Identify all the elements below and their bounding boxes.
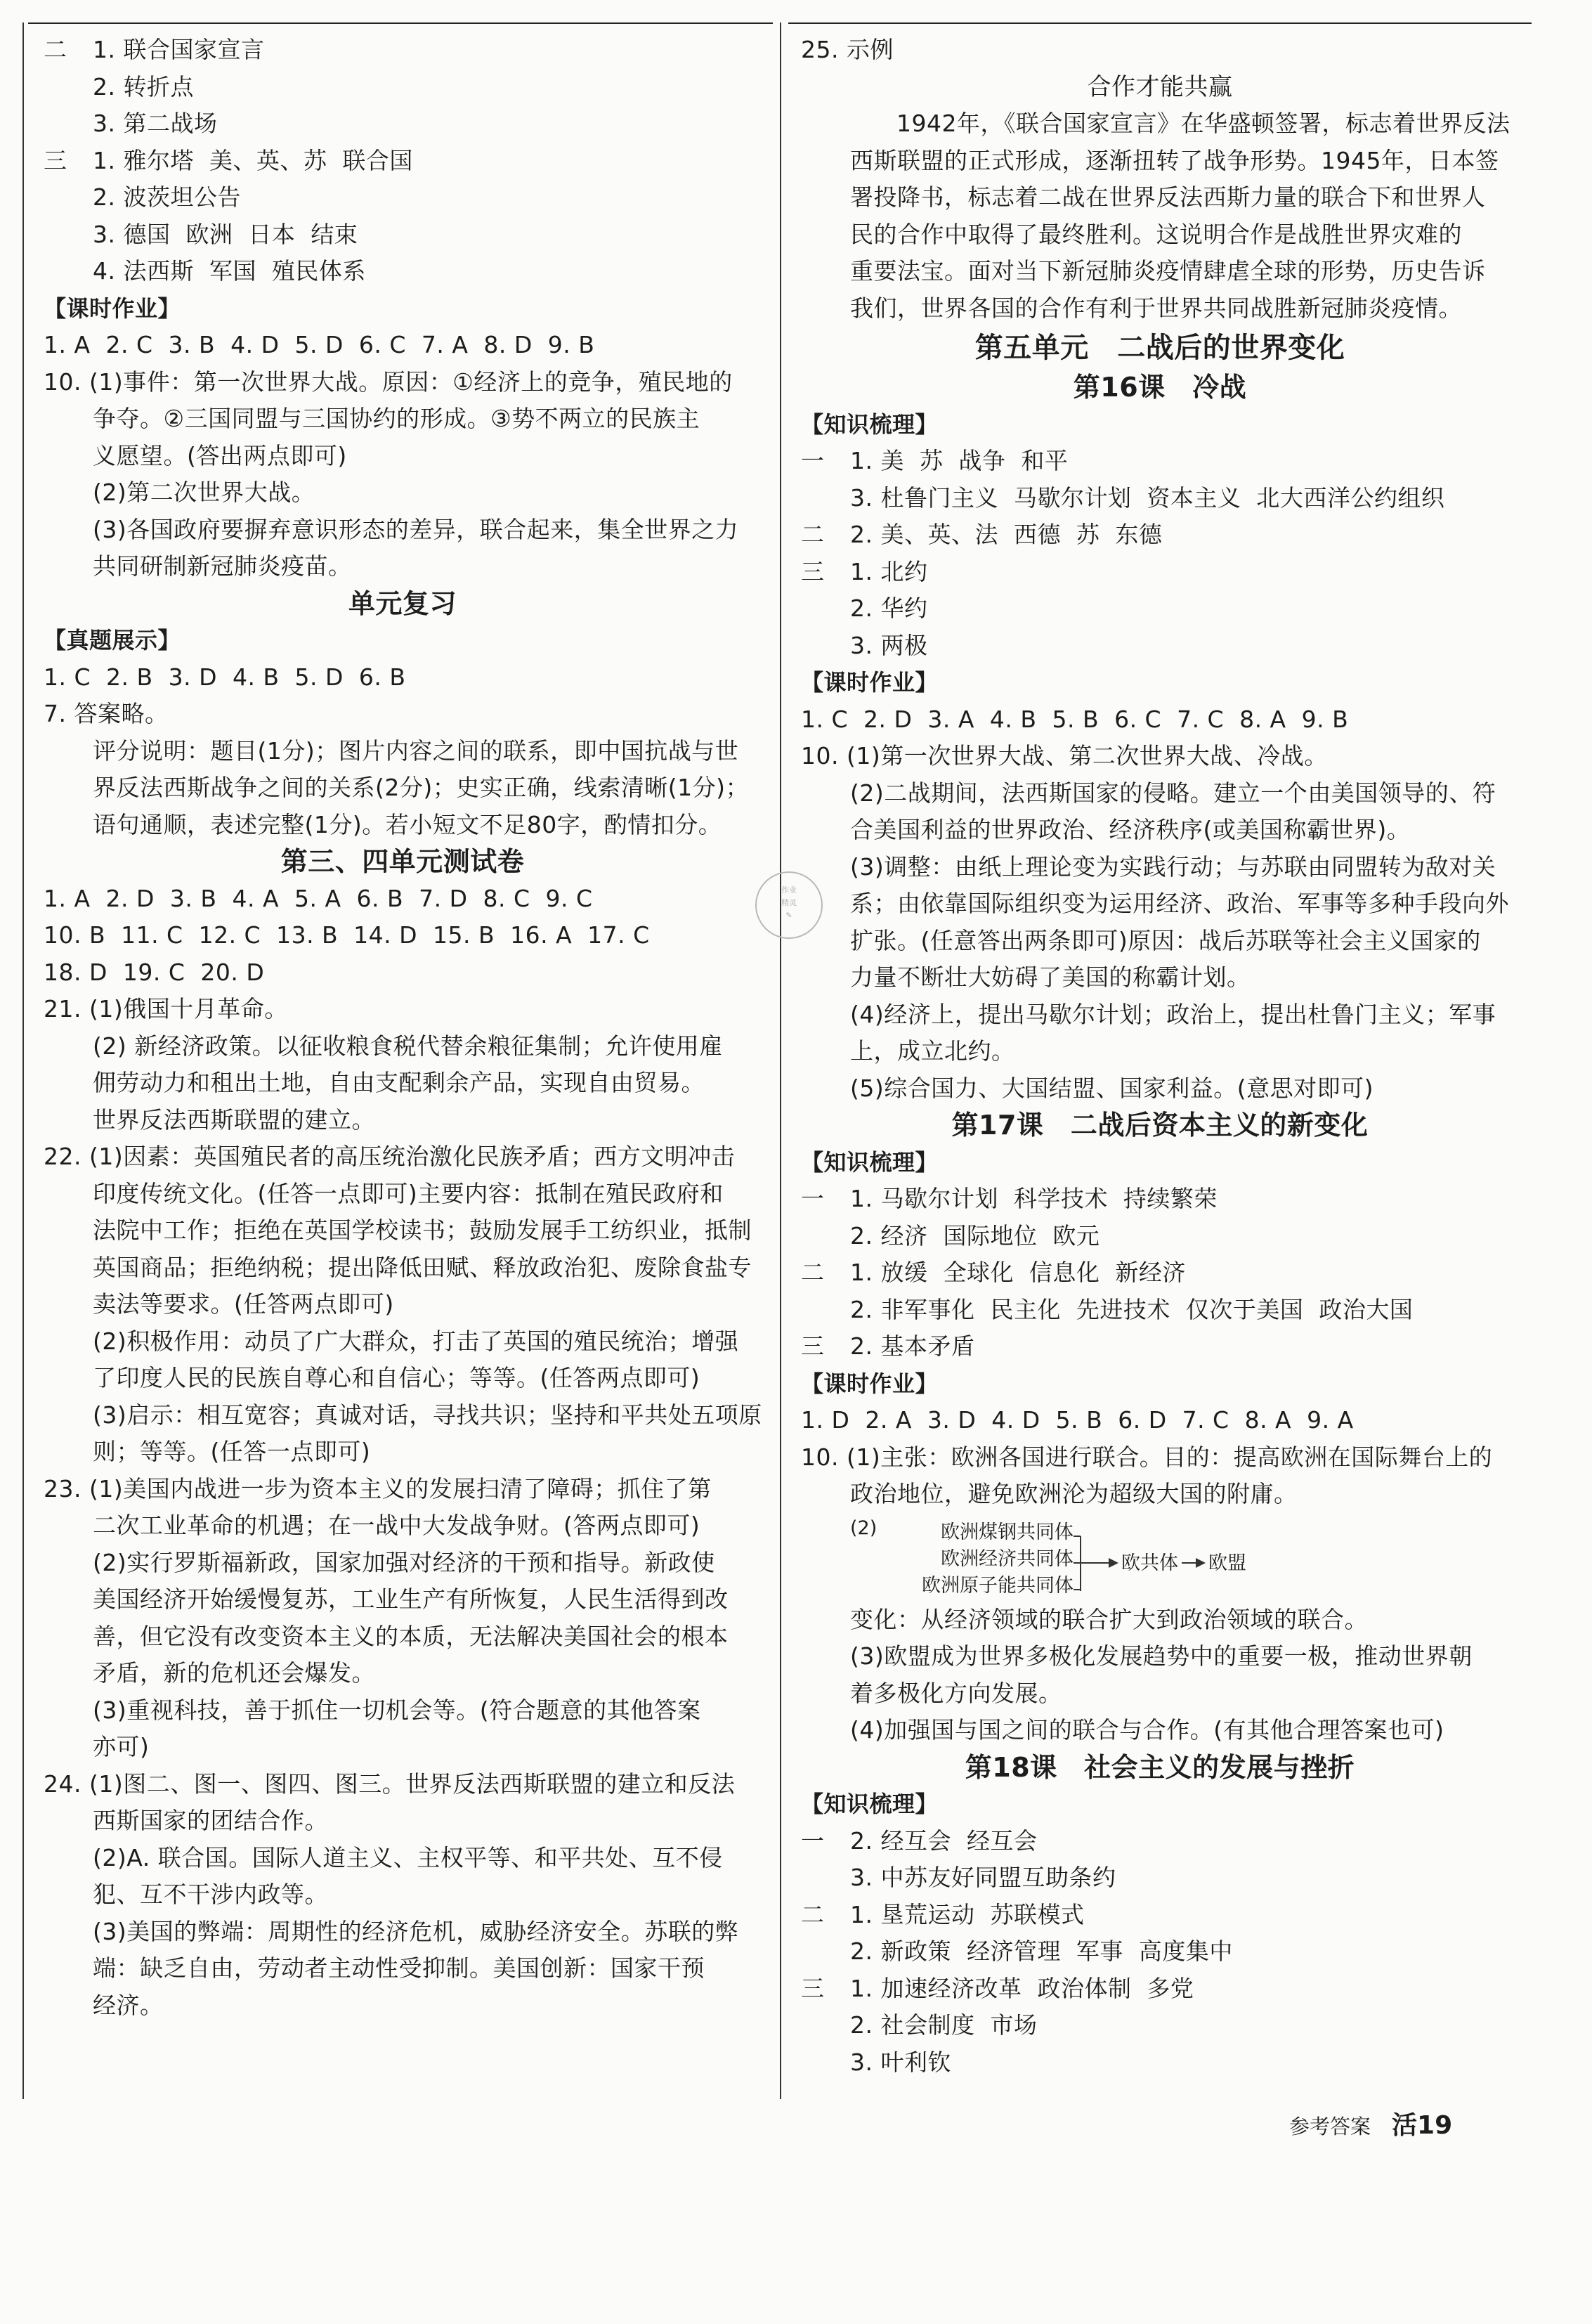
lesson-title [801,1107,1519,1144]
outline-item [44,143,762,180]
answer-line [801,143,1519,180]
answer-line [801,1402,1519,1439]
outline-item [44,179,762,216]
top-rule-left [28,22,773,24]
answer-line-text: (2) 新经济政策。以征收粮食税代替余粮征集制；允许使用雇 [93,1032,723,1060]
watermark-stamp: 作业 精灵 ✎ [755,871,823,939]
outline-text: 1. 美 苏 战争 和平 [850,447,1069,474]
essay-title-text: 合作才能共赢 [1087,72,1233,101]
answer-line [801,1033,1519,1070]
outline-text: 2. 经济 国际地位 欧元 [850,1221,1100,1249]
answer-line [44,733,762,770]
outline-text: 3. 中苏友好同盟互助条约 [850,1864,1116,1891]
answer-line-text: (5)综合国力、大国结盟、国家利益。(意思对即可) [850,1074,1374,1102]
outline-label: 三 [801,1332,825,1360]
answer-line-text: 着多极化方向发展。 [850,1679,1062,1707]
footer-label: 参考答案 [1289,2115,1371,2138]
section-heading-text: 【知识梳理】 [801,1791,939,1817]
right-column [801,32,1519,2081]
section-heading-text: 【课时作业】 [44,294,181,322]
diagram-input-1: 欧洲经济共同体 [941,1547,1074,1570]
outline-text: 3. 第二战场 [93,110,218,137]
outline-label: 一 [801,1185,825,1212]
answer-line-text: 18. D 19. C 20. D [44,958,265,986]
answer-line [44,991,762,1028]
answer-line [801,1602,1519,1639]
section-heading-text: 【课时作业】 [801,669,939,696]
answer-line-text: 端：缺乏自由，劳动者主动性受抑制。美国创新：国家干预 [93,1954,705,1982]
outline-item [801,1933,1519,1971]
answer-line [44,1729,762,1766]
answer-line-text: (2)第二次世界大战。 [93,479,315,506]
outline-label: 三 [801,557,825,585]
answer-line-text: 争夺。②三国同盟与三国协约的形成。③势不两立的民族主 [93,405,700,432]
answer-line-text: 善，但它没有改变资本主义的本质，无法解决美国社会的根本 [93,1622,729,1650]
answer-line-text: 评分说明：题目(1分)；图片内容之间的联系，即中国抗战与世 [93,736,739,765]
answer-line [44,1065,762,1102]
answer-line [44,807,762,844]
answer-line-text: 政治地位，避免欧洲沦为超级大国的附庸。 [850,1480,1298,1507]
section-heading [801,1786,1519,1823]
answer-line [44,1138,762,1176]
outline-text: 1. 加速经济改革 政治体制 多党 [850,1974,1194,2002]
answer-line-text: 上，成立北约。 [850,1037,1015,1065]
outline-item [801,443,1519,480]
answer-line-text: 民的合作中取得了最终胜利。这说明合作是战胜世界灾难的 [850,220,1462,248]
answer-line-text: 24. (1)图二、图一、图四、图三。世界反法西斯联盟的建立和反法 [44,1770,736,1798]
answer-line [801,32,1519,69]
outline-item [801,1971,1519,2008]
outline-label: 二 [44,36,67,63]
answer-line-text: 1. C 2. D 3. A 4. B 5. B 6. C 7. C 8. A 9. B [801,705,1349,733]
answer-line [44,1397,762,1434]
answer-line [44,1545,762,1582]
section-heading-text: 【知识梳理】 [801,1148,939,1176]
outline-text: 2. 新政策 经济管理 军事 高度集中 [850,1937,1233,1965]
outline-text: 1. 马歇尔计划 科学技术 持续繁荣 [850,1185,1218,1212]
diagram-input-2: 欧洲原子能共同体 [922,1574,1074,1597]
outline-item [801,1181,1519,1218]
answer-line [44,1914,762,1951]
lesson-title [801,1749,1519,1786]
answer-line [44,1618,762,1656]
answer-line [44,401,762,438]
section-heading-text: 【真题展示】 [44,627,181,654]
answer-line-text: (3)重视科技，善于抓住一切机会等。(符合题意的其他答案 [93,1696,701,1724]
answer-line-text: 10. (1)主张：欧洲各国进行联合。目的：提高欧洲在国际舞台上的 [801,1443,1493,1471]
answer-line-text: 世界反法西斯联盟的建立。 [93,1105,375,1134]
outline-item [801,1897,1519,1934]
answer-line-text: 美国经济开始缓慢复苏，工业生产有所恢复，人民生活得到改 [93,1585,729,1613]
answer-line [44,881,762,918]
answer-line [44,1803,762,1840]
answer-line-text: 力量不断壮大妨碍了美国的称霸计划。 [850,963,1251,991]
answer-line [44,1286,762,1323]
section-heading [801,1365,1519,1403]
answer-line-text: 合美国利益的世界政治、经济秩序(或美国称霸世界)。 [850,816,1411,843]
answer-line-text: 义愿望。(答出两点即可) [93,441,347,469]
outline-item [801,1859,1519,1897]
answer-line-text: 21. (1)俄国十月革命。 [44,995,288,1023]
answer-line [44,696,762,733]
answer-line-text: 1. C 2. B 3. D 4. B 5. D 6. B [44,663,406,691]
outline-label: 一 [801,447,825,474]
outline-item [801,1254,1519,1292]
outline-text: 1. 雅尔塔 美、英、苏 联合国 [93,146,413,174]
answer-line-text: 7. 答案略。 [44,700,169,727]
answer-line [44,1360,762,1397]
answer-line-text: (3)美国的弊端：周期性的经济危机，威胁经济安全。苏联的弊 [93,1917,739,1945]
answer-line-text: 重要法宝。面对当下新冠肺炎疫情肆虐全球的形势，历史告诉 [850,257,1486,285]
diagram-marker: (2) [850,1517,877,1539]
outline-label: 二 [801,1259,825,1286]
section-heading [44,622,762,659]
answer-line [44,659,762,696]
answer-line-text: 犯、互不干涉内政等。 [93,1881,328,1908]
answer-line-text: 25. 示例 [801,36,894,63]
answer-line-text: 变化：从经济领域的联合扩大到政治领域的联合。 [850,1605,1368,1633]
outline-item [801,480,1519,517]
answer-line-text: 扩张。(任意答出两条即可)原因：战后苏联等社会主义国家的 [850,926,1481,954]
answer-line-text: 界反法西斯战争之间的关系(2分)；史实正确，线索清晰(1分)； [93,774,749,801]
answer-line-text: (4)经济上，提出马歇尔计划；政治上，提出杜鲁门主义；军事 [850,1000,1496,1028]
answer-line [801,1476,1519,1513]
outline-item [801,590,1519,628]
answer-line-text: (3)启示：相互宽容；真诚对话，寻找共识；坚持和平共处五项原 [93,1401,762,1429]
answer-line-text: 西斯国家的团结合作。 [93,1807,328,1834]
answer-line-text: (2)实行罗斯福新政，国家加强对经济的干预和指导。新政使 [93,1548,715,1576]
answer-line-text: (2)积极作用：动员了广大群众，打击了英国的殖民统治；增强 [93,1327,739,1355]
answer-line [44,474,762,512]
answer-line [44,364,762,401]
diagram-input-0: 欧洲煤钢共同体 [941,1521,1074,1543]
answer-line-text: (4)加强国与国之间的联合与合作。(有其他合理答案也可) [850,1716,1444,1744]
answer-line-text: 10. (1)事件：第一次世界大战。原因：①经济上的竞争，殖民地的 [44,368,733,396]
outline-text: 1. 放缓 全球化 信息化 新经济 [850,1259,1186,1286]
outline-text: 1. 联合国家宣言 [93,36,265,63]
answer-line [801,216,1519,254]
outline-item [801,2007,1519,2044]
outline-item [44,69,762,106]
answer-line [44,1434,762,1471]
answer-line-text: 23. (1)美国内战进一步为资本主义的发展扫清了障碍；抓住了第 [44,1474,712,1502]
answer-line-text: 法院中工作；拒绝在英国学校读书；鼓励发展手工纺织业，抵制 [93,1216,752,1244]
outline-text: 3. 杜鲁门主义 马歇尔计划 资本主义 北大西洋公约组织 [850,483,1445,512]
outline-text: 2. 非军事化 民主化 先进技术 仅次于美国 政治大国 [850,1295,1414,1323]
outline-item [801,2044,1519,2082]
lesson-title [44,843,762,881]
outline-item [801,1328,1519,1365]
outline-label: 一 [801,1826,825,1855]
answer-line-text: 西斯联盟的正式形成，逐渐扭转了战争形势。1945年，日本签 [850,146,1499,174]
essay-line [801,105,1519,143]
outline-item [44,253,762,290]
answer-line-text: 1. D 2. A 3. D 4. D 5. B 6. D 7. C 8. A 9. A [801,1406,1354,1434]
answer-line [801,997,1519,1034]
answer-line [44,1840,762,1877]
essay-line-text: 1942年，《联合国家宣言》在华盛顿签署，标志着世界反法 [896,110,1511,137]
answer-line [801,738,1519,775]
answer-line [801,849,1519,886]
left-margin-rule [22,22,24,2099]
lesson-title-text: 单元复习 [348,588,457,619]
outline-text: 2. 基本矛盾 [850,1332,975,1360]
answer-line [801,1638,1519,1675]
essay-title [801,69,1519,106]
answer-line [801,179,1519,216]
answer-line [44,1987,762,2025]
answer-line [44,1471,762,1508]
answer-line [801,923,1519,960]
answer-line-text: 佣劳动力和租出土地，自由支配剩余产品，实现自由贸易。 [93,1069,705,1096]
outline-item [801,1823,1519,1860]
answer-line [801,1070,1519,1108]
answer-line [801,812,1519,849]
outline-label: 二 [801,521,825,548]
eu-integration-diagram [801,1513,1519,1602]
answer-line-text: 英国商品；拒绝纳税；提出降低田赋、释放政治犯、废除食盐专 [93,1253,752,1281]
outline-text: 2. 华约 [850,595,928,622]
answer-line [44,1323,762,1361]
section-heading [44,290,762,327]
answer-line-text: (3)各国政府要摒弃意识形态的差异，联合起来，集全世界之力 [93,515,739,543]
answer-line [44,1950,762,1987]
answer-line [44,1102,762,1139]
outline-item [44,216,762,254]
outline-text: 2. 转折点 [93,72,194,100]
section-heading-text: 【知识梳理】 [801,410,939,438]
answer-line [44,1212,762,1249]
answer-line [44,1249,762,1287]
outline-item [44,32,762,69]
top-rule-right [788,22,1532,24]
answer-line [44,1581,762,1618]
answer-line-text: (3)调整：由纸上理论变为实践行动；与苏联由同盟转为敌对关 [850,852,1496,881]
answer-line [44,1692,762,1729]
outline-text: 2. 波茨坦公告 [93,183,241,211]
answer-line [801,1439,1519,1476]
answer-line [44,1766,762,1803]
answer-line-text: 印度传统文化。(任答一点即可)主要内容：抵制在殖民政府和 [93,1179,724,1207]
outline-text: 3. 叶利钦 [850,2048,951,2076]
outline-item [801,517,1519,554]
answer-line [44,1655,762,1692]
answer-line [801,1675,1519,1713]
answer-line-text: 10. (1)第一次世界大战、第二次世界大战、冷战。 [801,742,1328,770]
section-heading [801,406,1519,443]
unit-title-text: 第五单元 二战后的世界变化 [974,332,1345,364]
answer-line-text: 了印度人民的民族自尊心和自信心；等等。(任答两点即可) [93,1364,700,1391]
lesson-title [801,369,1519,406]
eu-diagram-svg [801,1513,1433,1602]
outline-text: 2. 经互会 经互会 [850,1826,1038,1855]
lesson-title [44,585,762,623]
outline-label: 三 [44,146,67,174]
answer-line [44,1876,762,1914]
answer-line-text: 卖法等要求。(任答两点即可) [93,1290,394,1318]
answer-line-text: 经济。 [93,1991,164,2019]
page-footer [1289,2105,1452,2141]
diagram-mid: 欧共体 [1121,1552,1178,1574]
section-heading-text: 【课时作业】 [801,1370,939,1397]
outline-text: 3. 德国 欧洲 日本 结束 [93,220,358,248]
lesson-title-text: 第18课 社会主义的发展与挫折 [965,1751,1355,1783]
answer-line-text: 署投降书，标志着二战在世界反法西斯力量的联合下和世界人 [850,183,1486,211]
answer-line [44,327,762,364]
lesson-title-text: 第17课 二战后资本主义的新变化 [951,1110,1369,1141]
outline-text: 1. 垦荒运动 苏联模式 [850,1900,1085,1928]
left-column [44,32,762,2024]
answer-line [801,290,1519,327]
answer-line [44,954,762,992]
answer-line-text: 系；由依靠国际组织变为运用经济、政治、军事等多种手段向外 [850,890,1509,917]
page-number: 活19 [1392,2111,1453,2140]
answer-line-text: 1. A 2. C 3. B 4. D 5. D 6. C 7. A 8. D 9. B [44,331,595,358]
outline-label: 三 [801,1974,825,2002]
answer-line-text: 22. (1)因素：英国殖民者的高压统治激化民族矛盾；西方文明冲击 [44,1143,736,1170]
outline-item [801,1218,1519,1255]
outline-text: 4. 法西斯 军国 殖民体系 [93,257,366,285]
section-heading [801,664,1519,701]
answer-line-text: 矛盾，新的危机还会爆发。 [93,1659,375,1687]
diagram-end: 欧盟 [1208,1552,1246,1574]
answer-line [44,548,762,585]
answer-line [801,701,1519,739]
answer-line [44,438,762,475]
outline-item [801,1292,1519,1329]
answer-line-text: 共同研制新冠肺炎疫苗。 [93,552,352,580]
unit-title [801,327,1519,369]
outline-text: 3. 两极 [850,631,928,659]
answer-line [44,1176,762,1213]
answer-line [44,770,762,807]
outline-text: 2. 社会制度 市场 [850,2011,1038,2039]
lesson-title-text: 第16课 冷战 [1073,372,1247,403]
answer-line-text: 我们，世界各国的合作有利于世界共同战胜新冠肺炎疫情。 [850,294,1462,322]
answer-line [44,512,762,549]
outline-item [801,628,1519,665]
answer-line-text: 语句通顺，表述完整(1分)。若小短文不足80字，酌情扣分。 [93,810,722,838]
answer-line-text: (2)A. 联合国。国际人道主义、主权平等、和平共处、互不侵 [93,1843,723,1871]
answer-line-text: 则；等等。(任答一点即可) [93,1438,371,1465]
outline-item [44,105,762,143]
answer-line [44,1028,762,1065]
outline-text: 1. 北约 [850,557,928,585]
answer-line-text: 10. B 11. C 12. C 13. B 14. D 15. B 16. A 17. C [44,921,650,949]
answer-line-text: (2)二战期间，法西斯国家的侵略。建立一个由美国领导的、符 [850,779,1496,807]
answer-line-text: 1. A 2. D 3. B 4. A 5. A 6. B 7. D 8. C 9. C [44,884,593,912]
column-divider [780,22,781,2099]
answer-line [801,885,1519,923]
lesson-title-text: 第三、四单元测试卷 [280,846,525,877]
answer-line [801,959,1519,997]
answer-line [44,1507,762,1545]
section-heading [801,1144,1519,1181]
answer-line [44,917,762,954]
outline-text: 2. 美、英、法 西德 苏 东德 [850,521,1163,548]
answer-line [801,1712,1519,1749]
outline-item [801,554,1519,591]
outline-label: 二 [801,1900,825,1928]
answer-line-text: (3)欧盟成为世界多极化发展趋势中的重要一极，推动世界朝 [850,1642,1473,1670]
answer-line-text: 二次工业革命的机遇；在一战中大发战争财。(答两点即可) [93,1512,700,1539]
answer-line [801,775,1519,812]
answer-line-text: 亦可) [93,1733,150,1760]
answer-line [801,253,1519,290]
